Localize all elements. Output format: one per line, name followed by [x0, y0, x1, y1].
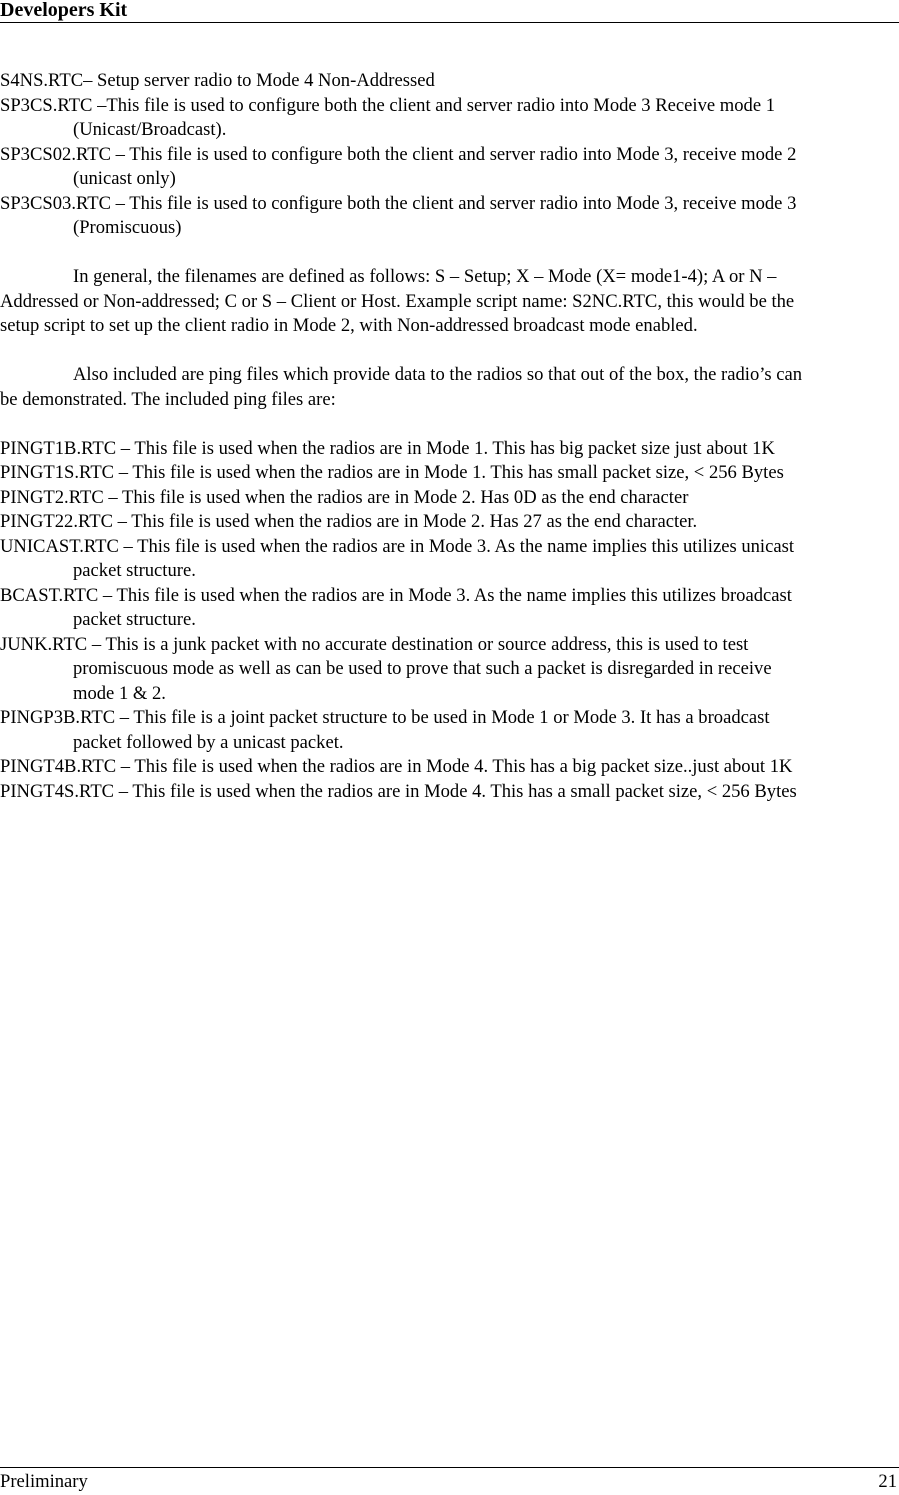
list-item-line: PINGT1B.RTC – This file is used when the radios are in Mode 1. This has big packet size just about 1K: [0, 437, 775, 459]
list-item: [0, 94, 899, 143]
list-item-line: BCAST.RTC – This file is used when the radios are in Mode 3. As the name implies this utilizes broadcast: [0, 584, 792, 606]
list-item-line: S4NS.RTC– Setup server radio to Mode 4 Non-Addressed: [0, 70, 435, 91]
list-item: [0, 755, 899, 780]
list-item-line: SP3CS.RTC –This file is used to configure both the client and server radio into Mode 3 Receive mode 1: [0, 94, 776, 116]
list-item: [0, 535, 899, 584]
page-footer: [0, 1467, 899, 1495]
list-item-line: UNICAST.RTC – This file is used when the radios are in Mode 3. As the name implies this utilizes unicast: [0, 535, 795, 557]
list-item-line: packet structure.: [73, 609, 196, 630]
list-item: [0, 780, 899, 805]
page-header: [0, 0, 899, 23]
setup-file-list: [0, 69, 899, 241]
list-item: [0, 633, 899, 707]
paragraph-line: Also included are ping files which provide data to the radios so that out of the box, the radio’s can: [73, 364, 803, 385]
list-item: [0, 486, 899, 511]
paragraph-line: be demonstrated. The included ping files are:: [0, 388, 336, 410]
list-item-line: PINGT2.RTC – This file is used when the radios are in Mode 2. Has 0D as the end character: [0, 486, 689, 508]
list-item-line: PINGT1S.RTC – This file is used when the radios are in Mode 1. This has small packet size, < 256 Bytes: [0, 462, 784, 483]
list-item: [0, 706, 899, 755]
list-item-line: packet structure.: [73, 560, 196, 581]
paragraph-naming-convention: [0, 265, 899, 339]
list-item-line: PINGT22.RTC – This file is used when the radios are in Mode 2. Has 27 as the end character.: [0, 511, 698, 532]
header-title: Developers Kit: [0, 0, 128, 21]
page-content: [0, 69, 899, 804]
paragraph-line: In general, the filenames are defined as follows: S – Setup; X – Mode (X= mode1-4); A or N –: [73, 266, 777, 287]
list-item-line: packet followed by a unicast packet.: [73, 731, 344, 753]
list-item-line: (Unicast/Broadcast).: [73, 119, 227, 140]
list-item-line: promiscuous mode as well as can be used to prove that such a packet is disregarded in receive: [73, 658, 772, 679]
list-item: [0, 437, 899, 462]
list-item-line: PINGP3B.RTC – This file is a joint packet structure to be used in Mode 1 or Mode 3. It has a broadcast: [0, 707, 770, 728]
list-item: [0, 584, 899, 633]
list-item: [0, 192, 899, 241]
list-item: [0, 143, 899, 192]
spacer: [0, 412, 899, 437]
paragraph-line: Addressed or Non-addressed; C or S – Client or Host. Example script name: S2NC.RTC, this would be the: [0, 290, 795, 312]
list-item-line: mode 1 & 2.: [73, 682, 166, 704]
list-item: [0, 461, 899, 486]
spacer: [0, 339, 899, 364]
list-item: [0, 510, 899, 535]
ping-file-list: [0, 437, 899, 805]
page-number: 21: [878, 1471, 897, 1492]
paragraph-ping-intro: [0, 363, 899, 412]
list-item-line: SP3CS02.RTC – This file is used to configure both the client and server radio into Mode 3, receive mode 2: [0, 143, 797, 165]
list-item-line: PINGT4S.RTC – This file is used when the radios are in Mode 4. This has a small packet size, < 256 Bytes: [0, 780, 797, 802]
paragraph-line: setup script to set up the client radio in Mode 2, with Non-addressed broadcast mode enabled.: [0, 315, 698, 336]
list-item-line: (unicast only): [73, 168, 176, 189]
list-item-line: SP3CS03.RTC – This file is used to configure both the client and server radio into Mode 3, receive mode 3: [0, 192, 797, 214]
footer-status: Preliminary: [0, 1471, 88, 1492]
list-item-line: (Promiscuous): [73, 217, 182, 238]
list-item-line: JUNK.RTC – This is a junk packet with no accurate destination or source address, this is used to test: [0, 633, 749, 655]
list-item-line: PINGT4B.RTC – This file is used when the radios are in Mode 4. This has a big packet size..just about 1K: [0, 756, 793, 777]
spacer: [0, 241, 899, 266]
list-item: [0, 69, 899, 94]
